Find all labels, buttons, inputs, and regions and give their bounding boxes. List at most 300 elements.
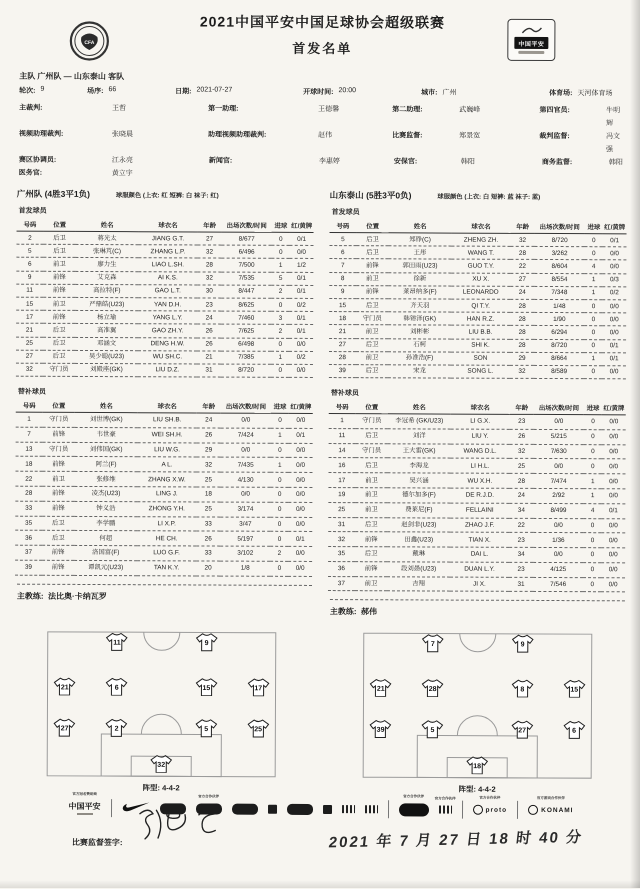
- player-shirt-icon: [563, 679, 585, 698]
- away-coach-name: 郝伟: [360, 607, 378, 617]
- player-row: [328, 561, 625, 577]
- player-row: [329, 298, 626, 312]
- player-row: [329, 233, 626, 247]
- player-shirt-icon: [466, 756, 488, 775]
- page-subtitle: 首发名单: [292, 40, 353, 57]
- player-cell: 0/0: [289, 473, 313, 488]
- player-cell: 6: [329, 246, 356, 259]
- player-cell: 0/2: [289, 298, 313, 311]
- player-cell: 6/498: [221, 338, 272, 351]
- player-cell: 0/0: [601, 577, 625, 592]
- player-cell: 0/0: [220, 443, 271, 458]
- player-cell: 2: [16, 231, 43, 244]
- player-cell: 0: [583, 577, 601, 592]
- player-row: [329, 285, 626, 299]
- info-value: 张晓晨: [111, 131, 133, 139]
- player-cell: XU X.: [451, 273, 510, 286]
- player-shirt-icon: [196, 633, 218, 652]
- info-value: 天河体育场: [577, 90, 613, 98]
- player-cell: WANG T.: [451, 246, 510, 259]
- player-cell: 9: [16, 271, 43, 284]
- info-pair: [392, 129, 539, 156]
- player-cell: 1: [584, 352, 602, 365]
- player-cell: 石柯: [388, 338, 450, 351]
- info-label: 医务官:: [18, 169, 43, 177]
- player-cell: 李冠希 (GK/U23): [388, 414, 450, 429]
- player-cell: 23: [509, 562, 533, 577]
- info-value: 李惠婷: [318, 157, 340, 166]
- shirt-number: 27: [60, 725, 69, 733]
- column-header: 姓名: [76, 218, 138, 232]
- officials-row: [19, 102, 627, 131]
- column-header: 出场次数/时间: [221, 219, 272, 233]
- player-row: [15, 530, 312, 546]
- player-cell: 39: [15, 560, 42, 575]
- sponsor-pill-logo: [160, 803, 186, 814]
- player-cell: 5: [16, 244, 43, 257]
- player-row: [328, 532, 625, 548]
- player-cell: 后卫: [356, 233, 389, 246]
- player-cell: 29: [510, 352, 534, 365]
- info-label: 商务监督:: [541, 158, 573, 167]
- player-shirt-icon: [370, 720, 392, 739]
- player-row: [328, 502, 625, 518]
- player-row: [16, 323, 313, 337]
- player-cell: 0/0: [602, 366, 626, 379]
- player-cell: 0: [271, 364, 289, 377]
- player-cell: 后卫: [43, 337, 76, 350]
- player-cell: TIAN X.: [450, 532, 509, 547]
- header: [17, 7, 627, 68]
- column-header: 球衣名: [138, 218, 197, 232]
- shirt-number: 5: [204, 726, 209, 734]
- player-cell: 0/0: [603, 247, 627, 260]
- player-cell: 0: [583, 563, 601, 578]
- player-cell: 0/0: [602, 489, 626, 504]
- player-cell: 0: [584, 444, 602, 459]
- player-cell: 前锋: [355, 562, 388, 577]
- home-team-record: (4胜3平1负): [44, 188, 90, 199]
- player-cell: 刘彬彬: [388, 325, 450, 338]
- officials-row: [19, 128, 627, 157]
- sponsor-category-label: 官方合作伙伴: [434, 796, 456, 801]
- player-row: [329, 272, 626, 286]
- player-cell: 前卫: [355, 488, 388, 503]
- shirt-number: 2: [114, 725, 119, 733]
- sponsor-pill-logo: [232, 803, 258, 814]
- home-subs-table: [15, 399, 313, 577]
- player-cell: LIU B.B.: [451, 325, 510, 338]
- pingan-badge: [507, 19, 555, 61]
- column-header: 出场次数/时间: [221, 400, 272, 414]
- player-row: [15, 486, 312, 502]
- player-cell: 李海龙: [388, 458, 450, 473]
- player-cell: 23: [509, 533, 533, 548]
- player-cell: 32: [197, 457, 221, 472]
- teams-section: [15, 188, 627, 619]
- player-cell: 德尔加多(F): [388, 488, 450, 503]
- sponsor-oval-logo: [399, 793, 429, 816]
- away-team-kit: 球服颜色 (上衣: 白 短裤: 蓝 袜子: 蓝): [437, 193, 541, 201]
- player-cell: 14: [329, 443, 356, 458]
- player-cell: 0/0: [602, 444, 626, 459]
- player-cell: 高准翼: [75, 324, 137, 337]
- home-subs-title: 替补球员: [17, 388, 46, 396]
- player-cell: 前卫: [355, 473, 388, 488]
- player-cell: 25: [197, 472, 221, 487]
- shirt-number: 18: [473, 762, 482, 770]
- player-cell: 严鼎皓(U23): [76, 297, 138, 310]
- pingan-badge-emblem: [520, 26, 542, 35]
- column-header: 进球: [585, 220, 603, 234]
- player-cell: 0: [272, 232, 290, 245]
- player-cell: 1/36: [533, 533, 584, 548]
- player-cell: 0: [585, 234, 603, 247]
- player-cell: AI K.S.: [138, 271, 197, 284]
- player-cell: 1: [16, 412, 43, 427]
- player-cell: 0/0: [603, 260, 627, 273]
- player-cell: 韦世豪: [75, 427, 137, 442]
- shirt-number: 9: [520, 641, 525, 649]
- sponsor-mark-logo: [365, 805, 378, 813]
- player-cell: 22: [509, 518, 533, 533]
- home-coach-name: 法比奥·卡纳瓦罗: [48, 591, 107, 601]
- player-cell: 前锋: [43, 271, 76, 284]
- player-cell: 7: [329, 259, 356, 272]
- player-cell: JI X.: [450, 577, 509, 592]
- column-header: 红/黄牌: [289, 400, 313, 414]
- player-cell: 32: [328, 532, 355, 547]
- info-label: 场序:: [87, 87, 104, 96]
- column-header: 进球: [271, 400, 289, 414]
- player-cell: 16: [328, 458, 355, 473]
- player-cell: 0/0: [602, 300, 626, 313]
- player-cell: ZHONG Y.H.: [137, 501, 196, 516]
- player-cell: 前卫: [356, 325, 389, 338]
- player-cell: 0/0: [289, 487, 313, 502]
- player-cell: 韩镕泽(GK): [389, 312, 451, 325]
- sponsor-pill-logo: [196, 793, 222, 814]
- player-cell: 23: [197, 298, 221, 311]
- player-cell: 35: [328, 547, 355, 562]
- player-cell: 刘洋: [388, 429, 450, 444]
- info-label: 城市:: [421, 89, 438, 97]
- sponsor-proto-logo: 官方合作伙伴 proto: [473, 805, 508, 815]
- sponsor-divider: [461, 801, 462, 819]
- player-row: [16, 427, 313, 443]
- player-cell: 2: [271, 325, 289, 338]
- player-row: [329, 312, 626, 326]
- player-cell: 前卫: [43, 258, 76, 271]
- away-coach-line: [330, 599, 625, 618]
- player-cell: LIU D.Z.: [138, 364, 197, 377]
- player-cell: 36: [15, 530, 42, 545]
- player-row: [15, 471, 312, 487]
- player-cell: 高拉特(F): [76, 284, 138, 297]
- player-cell: 7/348: [534, 286, 585, 299]
- player-row: [328, 517, 625, 533]
- player-cell: 37: [328, 576, 355, 591]
- player-cell: 21: [197, 351, 221, 364]
- player-cell: 后卫: [356, 365, 389, 378]
- player-shirt-icon: [421, 720, 443, 739]
- player-cell: 0: [584, 429, 602, 444]
- player-cell: 张修维: [75, 472, 137, 487]
- player-shirt-icon: [247, 678, 269, 697]
- player-cell: 0/0: [289, 458, 313, 473]
- player-cell: 0/0: [533, 518, 584, 533]
- cfa-logo-icon: [69, 21, 109, 61]
- player-cell: 8/604: [534, 260, 585, 273]
- player-cell: YAN D.H.: [138, 298, 197, 311]
- away-team-name: 山东泰山: [329, 190, 364, 201]
- player-cell: 0/0: [288, 517, 312, 532]
- player-cell: 0: [270, 561, 288, 576]
- player-cell: 18: [15, 457, 42, 472]
- player-cell: 7/535: [221, 272, 272, 285]
- player-cell: 0: [271, 338, 289, 351]
- player-cell: A L.: [137, 457, 196, 472]
- info-value: 牛明辉: [606, 107, 621, 128]
- player-shirt-icon: [54, 677, 76, 696]
- player-cell: 0/0: [288, 502, 312, 517]
- info-pair: [394, 155, 542, 169]
- player-cell: LIAO L.SH.: [138, 258, 197, 271]
- player-cell: 26: [196, 531, 220, 546]
- shirt-number: 21: [60, 684, 69, 692]
- player-cell: 田鑫(U23): [388, 532, 450, 547]
- column-header: 年龄: [511, 220, 535, 234]
- shirt-number: 15: [570, 686, 579, 694]
- info-label: 安保官:: [393, 158, 418, 166]
- player-cell: 7: [16, 427, 43, 442]
- home-coach-line: [17, 583, 312, 602]
- column-header: 位置: [43, 218, 76, 232]
- player-shirt-icon: [54, 718, 76, 737]
- player-cell: 18: [329, 312, 356, 325]
- player-cell: 邓涵文: [75, 337, 137, 350]
- player-cell: 37: [15, 545, 42, 560]
- player-cell: 1: [584, 489, 602, 504]
- player-row: [16, 297, 313, 311]
- player-cell: 6: [16, 258, 43, 271]
- column-header: 红/黄牌: [290, 219, 314, 233]
- player-cell: 0/0: [288, 546, 312, 561]
- player-cell: 吴兴涵: [388, 473, 450, 488]
- match-officials: [17, 102, 627, 183]
- player-cell: 28: [510, 339, 534, 352]
- player-cell: 1: [329, 414, 356, 429]
- player-cell: LIU SH.B.: [137, 413, 196, 428]
- column-header: 姓名: [388, 400, 450, 414]
- shirt-number: 39: [376, 726, 385, 734]
- player-cell: 32: [511, 233, 535, 246]
- info-label: 日期:: [175, 88, 192, 96]
- info-value: 赵伟: [318, 131, 333, 140]
- sponsor-divider: [517, 801, 518, 819]
- player-cell: 39: [329, 364, 356, 377]
- player-cell: 后卫: [356, 338, 389, 351]
- info-label: 主裁判:: [19, 104, 43, 112]
- info-pair: [208, 129, 392, 156]
- player-row: [15, 457, 312, 473]
- player-cell: 13: [16, 442, 43, 457]
- player-cell: 后卫: [355, 428, 388, 443]
- player-shirt-icon: [511, 679, 533, 698]
- player-cell: 3: [272, 311, 290, 324]
- sponsor-category-label: 官方合作伙伴: [198, 793, 220, 799]
- player-cell: 26: [510, 429, 534, 444]
- player-cell: 24: [510, 286, 534, 299]
- player-cell: 前锋: [42, 427, 75, 442]
- player-cell: 守门员: [355, 443, 388, 458]
- player-row: [15, 545, 312, 561]
- player-cell: ZHANG L.P.: [138, 245, 197, 258]
- player-cell: 后卫: [43, 350, 76, 363]
- player-cell: 后卫: [355, 547, 388, 562]
- sponsor-konami-logo: 官方游戏合作伙伴 KONAMI: [528, 805, 573, 815]
- match-meta: [19, 86, 627, 99]
- player-cell: 1/8: [220, 561, 271, 576]
- player-shirt-icon: [195, 678, 217, 697]
- player-cell: 0/0: [602, 430, 626, 445]
- player-cell: 7/424: [221, 428, 272, 443]
- svg-text:CFA: CFA: [84, 39, 95, 47]
- player-row: [328, 488, 625, 504]
- player-cell: 宋龙: [388, 365, 450, 378]
- player-cell: 32: [510, 444, 534, 459]
- column-header: 球衣名: [137, 399, 196, 413]
- info-pair: [209, 155, 394, 169]
- player-row: [329, 338, 626, 352]
- player-cell: DAI L.: [450, 547, 509, 562]
- player-row: [16, 363, 313, 377]
- column-header: 出场次数/时间: [534, 401, 585, 415]
- player-cell: 0: [272, 245, 290, 258]
- player-cell: 0/1: [289, 311, 313, 324]
- sponsor-category-label: 官方冠名赞助商: [72, 791, 97, 797]
- player-cell: 0/0: [220, 487, 271, 502]
- player-cell: 25: [16, 337, 43, 350]
- column-header: 球衣名: [450, 401, 509, 415]
- player-cell: 32: [197, 272, 221, 285]
- player-cell: 7/474: [533, 474, 584, 489]
- player-cell: 前卫: [356, 272, 389, 285]
- player-cell: 17: [328, 473, 355, 488]
- info-value: 王德馨: [318, 105, 340, 114]
- column-header: 红/黄牌: [603, 220, 627, 234]
- player-cell: 0/0: [289, 364, 313, 377]
- column-header: 年龄: [197, 400, 221, 414]
- player-cell: 0/0: [533, 548, 584, 563]
- player-shirt-icon: [512, 635, 534, 654]
- shirt-number: 5: [430, 727, 435, 735]
- player-row: [329, 364, 626, 378]
- player-cell: 守门员: [43, 363, 76, 376]
- shirt-number: 7: [430, 641, 435, 649]
- info-value: 黄立宇: [111, 170, 133, 178]
- home-team-kit: 球服颜色 (上衣: 红 短裤: 白 袜子: 红): [115, 192, 219, 200]
- player-cell: 28: [198, 258, 222, 271]
- player-cell: 18: [197, 487, 221, 502]
- info-label: 开球时间:: [303, 88, 334, 97]
- player-cell: LI X.P.: [137, 516, 196, 531]
- player-cell: 0: [584, 459, 602, 474]
- player-row: [16, 258, 313, 272]
- player-cell: 8/720: [534, 233, 585, 246]
- formation-diagrams: [14, 630, 625, 796]
- player-cell: ZHENG ZH.: [451, 233, 510, 246]
- column-header: 位置: [355, 400, 388, 414]
- player-cell: 3/174: [220, 502, 271, 517]
- player-cell: DUAN L.Y.: [450, 562, 509, 577]
- player-cell: 后卫: [43, 324, 76, 337]
- player-cell: WU SH.C.: [138, 350, 197, 363]
- player-cell: 8: [329, 272, 356, 285]
- player-cell: 2: [272, 285, 290, 298]
- player-cell: 守门员: [356, 312, 389, 325]
- info-value: 20:00: [338, 87, 357, 95]
- player-cell: 0/1: [603, 234, 627, 247]
- player-cell: 张琳芃(C): [76, 245, 138, 258]
- sponsor-swoosh-logo: [121, 799, 149, 817]
- player-cell: 0/2: [289, 351, 313, 364]
- player-cell: 0/1: [602, 339, 626, 352]
- player-cell: LI G.X.: [450, 414, 509, 429]
- pingan-badge-text: 中国平安: [514, 37, 548, 49]
- player-cell: 6/496: [221, 245, 272, 258]
- home-formation: [43, 630, 280, 794]
- column-header: 年龄: [510, 401, 534, 415]
- player-cell: 0: [271, 487, 289, 502]
- player-cell: 0/0: [289, 443, 313, 458]
- info-label: 比赛监督:: [392, 132, 423, 140]
- player-cell: 前锋: [42, 501, 75, 516]
- player-shirt-icon: [563, 721, 585, 740]
- sponsor-mark-logo: [434, 796, 456, 814]
- info-pair: [87, 86, 175, 96]
- player-row: [329, 246, 626, 260]
- player-cell: 8/664: [534, 352, 585, 365]
- player-cell: 8/720: [221, 364, 272, 377]
- player-shirt-icon: [150, 754, 172, 773]
- player-cell: SON: [451, 352, 510, 365]
- player-shirt-icon: [106, 633, 128, 652]
- player-cell: 30: [197, 285, 221, 298]
- player-cell: GAO L.T.: [138, 284, 197, 297]
- player-cell: TAN K.Y.: [137, 561, 196, 576]
- player-row: [16, 337, 313, 351]
- player-row: [329, 325, 626, 339]
- away-subs-table: [328, 400, 626, 593]
- player-cell: 35: [15, 516, 42, 531]
- player-cell: 11: [329, 428, 356, 443]
- player-cell: 0/0: [602, 415, 626, 430]
- player-cell: 0/2: [602, 286, 626, 299]
- info-pair: [208, 103, 392, 130]
- away-coach-label: 主教练:: [329, 607, 357, 617]
- shirt-number: 11: [113, 639, 121, 647]
- player-cell: 0/0: [601, 548, 625, 563]
- player-cell: 李学鹏: [75, 516, 137, 531]
- player-cell: 0: [271, 472, 289, 487]
- player-cell: 33: [196, 516, 220, 531]
- player-cell: 25: [196, 502, 220, 517]
- player-shirt-icon: [511, 720, 533, 739]
- column-header: 进球: [272, 219, 290, 233]
- player-cell: 3/47: [220, 517, 271, 532]
- player-cell: 32: [510, 365, 534, 378]
